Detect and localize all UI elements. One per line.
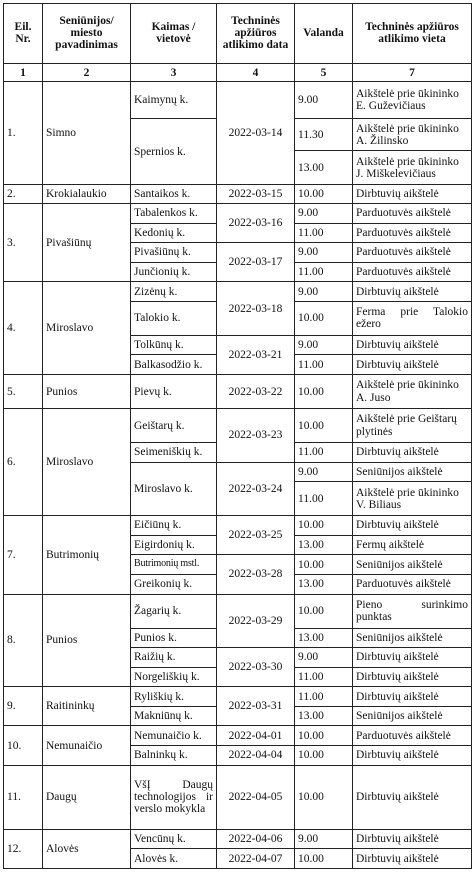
time-cell: 13.00 (295, 535, 353, 555)
eldership-cell: Simno (43, 82, 131, 185)
eldership-cell: Alovės (43, 829, 131, 868)
place-cell: Dirbtuvių aikštelė (353, 516, 472, 536)
date-cell: 2022-03-22 (217, 375, 295, 409)
time-cell: 10.00 (295, 301, 353, 335)
village-cell: Norgeliškių k. (131, 667, 217, 687)
eldership-cell: Nemunaičio (43, 726, 131, 765)
time-cell: 10.00 (295, 555, 353, 575)
eldership-cell: Raitininkų (43, 687, 131, 726)
place-cell: Dirbtuvių aikštelė (353, 849, 472, 869)
table-row (4, 82, 472, 119)
village-cell: Pivašiūnų k. (131, 243, 217, 263)
eldership-cell: Krokialaukio (43, 185, 131, 204)
place-cell: Dirbtuvių aikštelė (353, 335, 472, 355)
village-cell: Santaikos k. (131, 185, 217, 204)
village-cell: Balkasodžio k. (131, 355, 217, 375)
place-cell: Fermų aikštelė (353, 535, 472, 555)
time-cell: 11.00 (295, 443, 353, 463)
village-cell: Greikonių k. (131, 574, 217, 594)
row-number: 5. (4, 375, 43, 409)
column-number: 2 (43, 63, 131, 82)
village-cell: Kaimynų k. (131, 82, 217, 119)
date-cell: 2022-03-29 (217, 594, 295, 648)
date-cell: 2022-03-16 (217, 203, 295, 242)
time-cell: 11.00 (295, 262, 353, 282)
place-cell: Aikštelė prie ūkininko V. Biliaus (353, 482, 472, 516)
date-cell: 2022-04-05 (217, 765, 295, 829)
time-cell: 11.00 (295, 667, 353, 687)
eldership-cell: Pivašiūnų (43, 203, 131, 281)
row-number: 2. (4, 185, 43, 204)
row-number: 11. (4, 765, 43, 829)
date-cell: 2022-04-06 (217, 829, 295, 849)
time-cell: 10.00 (295, 765, 353, 829)
column-number: 7 (353, 63, 472, 82)
time-cell: 9.00 (295, 203, 353, 223)
table-row (4, 594, 472, 628)
time-cell: 11.00 (295, 687, 353, 707)
time-cell: 9.00 (295, 648, 353, 668)
village-cell: Ryliškių k. (131, 687, 217, 707)
place-cell: Aikštelė prie ūkininko J. Miškelevičiaus (353, 151, 472, 185)
header-nr: Eil. Nr. (4, 4, 43, 64)
date-cell: 2022-04-07 (217, 849, 295, 869)
column-number: 3 (131, 63, 217, 82)
place-cell: Dirbtuvių aikštelė (353, 282, 472, 302)
time-cell: 9.00 (295, 462, 353, 482)
date-cell: 2022-04-01 (217, 726, 295, 746)
row-number: 7. (4, 516, 43, 594)
table-row (4, 185, 472, 204)
row-number: 9. (4, 687, 43, 726)
time-cell: 9.00 (295, 82, 353, 119)
date-cell: 2022-03-31 (217, 687, 295, 726)
date-cell: 2022-03-24 (217, 462, 295, 516)
time-cell: 10.00 (295, 185, 353, 204)
row-number: 8. (4, 594, 43, 687)
place-cell: Dirbtuvių aikštelė (353, 765, 472, 829)
table-row (4, 726, 472, 746)
village-cell: Tolkūnų k. (131, 335, 217, 355)
village-cell: Žagarių k. (131, 594, 217, 628)
village-cell: Seimeniškių k. (131, 443, 217, 463)
header-place: Techninės apžiūros atlikimo vieta (353, 4, 472, 64)
village-cell: Nemunaičio k. (131, 726, 217, 746)
date-cell: 2022-03-25 (217, 516, 295, 555)
place-cell: Aikštelė prie ūkininko A. Juso (353, 375, 472, 409)
village-cell: Balninkų k. (131, 746, 217, 766)
date-cell: 2022-03-14 (217, 82, 295, 185)
inspection-schedule-table (3, 3, 472, 869)
place-cell: Parduotuvės aikštelė (353, 223, 472, 243)
place-cell: Dirbtuvių aikštelė (353, 443, 472, 463)
place-cell: Dirbtuvių aikštelė (353, 355, 472, 375)
row-number: 10. (4, 726, 43, 765)
time-cell: 10.00 (295, 726, 353, 746)
row-number: 6. (4, 409, 43, 516)
column-number: 1 (4, 63, 43, 82)
row-number: 12. (4, 829, 43, 868)
table-row (4, 687, 472, 707)
time-cell: 11.00 (295, 355, 353, 375)
village-cell: Punios k. (131, 628, 217, 648)
table-row (4, 765, 472, 829)
column-number: 4 (217, 63, 295, 82)
date-cell: 2022-03-30 (217, 648, 295, 687)
header-date: Techninės apžiūros atlikimo data (217, 4, 295, 64)
time-cell: 11.30 (295, 119, 353, 151)
village-cell: Eigirdonių k. (131, 535, 217, 555)
time-cell: 13.00 (295, 574, 353, 594)
date-cell: 2022-03-17 (217, 243, 295, 282)
time-cell: 10.00 (295, 849, 353, 869)
place-cell: Dirbtuvių aikštelė (353, 746, 472, 766)
place-cell: Dirbtuvių aikštelė (353, 829, 472, 849)
time-cell: 10.00 (295, 516, 353, 536)
table-row (4, 203, 472, 223)
place-cell: Seniūnijos aikštelė (353, 706, 472, 726)
place-cell: Dirbtuvių aikštelė (353, 185, 472, 204)
place-cell: Seniūnijos aikštelė (353, 555, 472, 575)
village-cell: Geištarų k. (131, 409, 217, 443)
village-cell: Zizėnų k. (131, 282, 217, 302)
table-row (4, 409, 472, 443)
place-cell: Aikštelė prie ūkininko A. Žilinsko (353, 119, 472, 151)
village-cell: Tabalenkos k. (131, 203, 217, 223)
date-cell: 2022-03-28 (217, 555, 295, 594)
table-row (4, 375, 472, 409)
time-cell: 10.00 (295, 594, 353, 628)
place-cell: Parduotuvės aikštelė (353, 262, 472, 282)
time-cell: 13.00 (295, 151, 353, 185)
table-header-row (4, 4, 472, 64)
eldership-cell: Butrimonių (43, 516, 131, 594)
header-eldership: Seniūnijos/ miesto pavadinimas (43, 4, 131, 64)
village-cell: Butrimonių mstl. (131, 555, 217, 575)
place-cell: Dirbtuvių aikštelė (353, 648, 472, 668)
time-cell: 9.00 (295, 243, 353, 263)
place-cell: Pieno surinkimo punktas (353, 594, 472, 628)
village-cell: VšĮ Daugų technologijos ir verslo mokykla (131, 765, 217, 829)
village-cell: Miroslavo k. (131, 462, 217, 516)
village-cell: Junčionių k. (131, 262, 217, 282)
village-cell: Talokio k. (131, 301, 217, 335)
eldership-cell: Miroslavo (43, 409, 131, 516)
village-cell: Pievų k. (131, 375, 217, 409)
date-cell: 2022-03-15 (217, 185, 295, 204)
place-cell: Seniūnijos aikštelė (353, 628, 472, 648)
header-time: Valanda (295, 4, 353, 64)
time-cell: 11.00 (295, 482, 353, 516)
place-cell: Dirbtuvių aikštelė (353, 687, 472, 707)
village-cell: Alovės k. (131, 849, 217, 869)
row-number: 3. (4, 203, 43, 281)
place-cell: Aikštelė prie Geištarų plytinės (353, 409, 472, 443)
time-cell: 10.00 (295, 746, 353, 766)
eldership-cell: Daugų (43, 765, 131, 829)
village-cell: Vencūnų k. (131, 829, 217, 849)
village-cell: Makniūnų k. (131, 706, 217, 726)
place-cell: Parduotuvės aikštelė (353, 203, 472, 223)
row-number: 4. (4, 282, 43, 375)
time-cell: 13.00 (295, 706, 353, 726)
time-cell: 9.00 (295, 829, 353, 849)
eldership-cell: Punios (43, 594, 131, 687)
time-cell: 13.00 (295, 628, 353, 648)
date-cell: 2022-04-04 (217, 746, 295, 766)
village-cell: Spernios k. (131, 119, 217, 185)
place-cell: Seniūnijos aikštelė (353, 462, 472, 482)
village-cell: Kedonių k. (131, 223, 217, 243)
column-number: 5 (295, 63, 353, 82)
date-cell: 2022-03-18 (217, 282, 295, 336)
village-cell: Eičiūnų k. (131, 516, 217, 536)
date-cell: 2022-03-23 (217, 409, 295, 463)
place-cell: Aikštelė prie ūkininko E. Guževičiaus (353, 82, 472, 119)
place-cell: Ferma prie Talokio ežero (353, 301, 472, 335)
eldership-cell: Miroslavo (43, 282, 131, 375)
time-cell: 9.00 (295, 335, 353, 355)
eldership-cell: Punios (43, 375, 131, 409)
table-row (4, 516, 472, 536)
table-row (4, 282, 472, 302)
time-cell: 10.00 (295, 409, 353, 443)
village-cell: Raižių k. (131, 648, 217, 668)
column-number-row (4, 63, 472, 82)
time-cell: 10.00 (295, 375, 353, 409)
table-row (4, 829, 472, 849)
date-cell: 2022-03-21 (217, 335, 295, 374)
place-cell: Parduotuvės aikštelė (353, 574, 472, 594)
place-cell: Parduotuvės aikštelė (353, 243, 472, 263)
place-cell: Parduotuvės aikštelė (353, 726, 472, 746)
time-cell: 11.00 (295, 223, 353, 243)
place-cell: Dirbtuvių aikštelė (353, 667, 472, 687)
time-cell: 9.00 (295, 282, 353, 302)
header-village: Kaimas / vietovė (131, 4, 217, 64)
row-number: 1. (4, 82, 43, 185)
